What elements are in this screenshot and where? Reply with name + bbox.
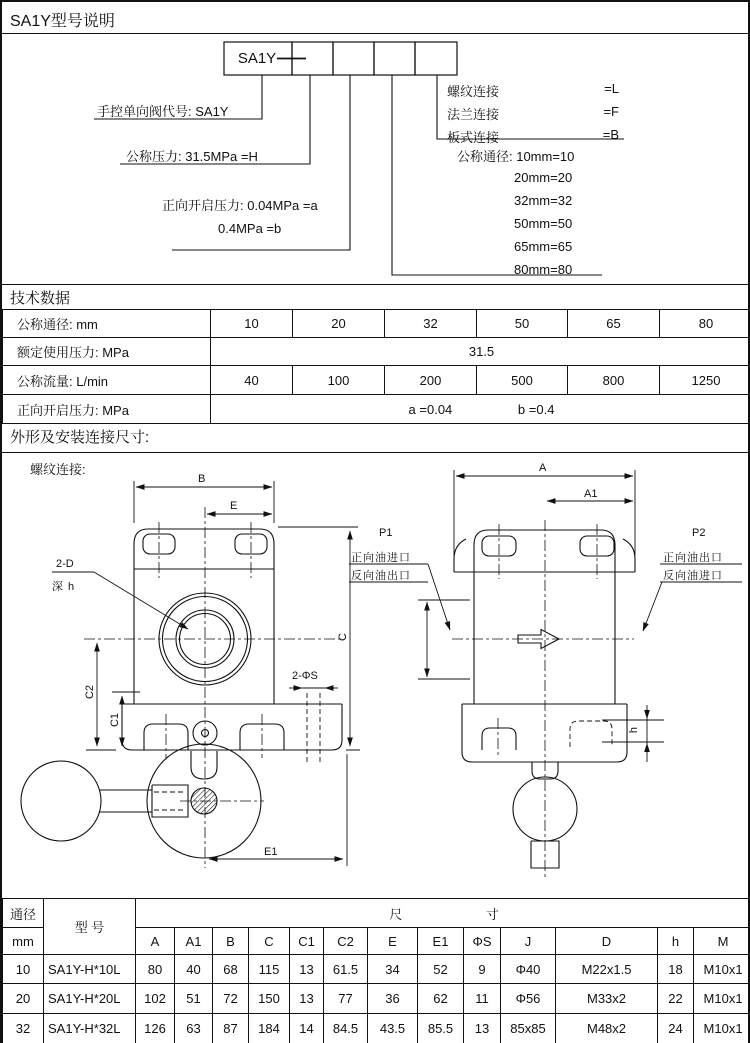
- section-divider: [2, 284, 750, 285]
- connection-option: [447, 104, 619, 127]
- table-cell: [211, 395, 750, 424]
- table-cell: 正向开启压力: MPa: [3, 395, 211, 424]
- table-cell: M10x1: [694, 1014, 750, 1043]
- page-title: SA1Y型号说明: [10, 13, 115, 30]
- table-cell: Φ40: [501, 955, 556, 984]
- table-cell: D: [556, 928, 658, 955]
- table-cell: 500: [477, 366, 568, 395]
- size-table: [2, 898, 750, 1043]
- table-cell: 100: [293, 366, 385, 395]
- dim-label-E: E: [230, 500, 238, 512]
- table-row: [3, 366, 750, 395]
- table-cell: 80: [136, 955, 175, 984]
- table-cell: C1: [290, 928, 324, 955]
- port-P1-line2: 反向油出口: [351, 570, 411, 582]
- table-cell: 115: [249, 955, 290, 984]
- table-cell: 32: [3, 1014, 44, 1043]
- dim-label-h: h: [628, 726, 641, 734]
- table-cell: 20: [3, 984, 44, 1014]
- port-label-P2: P2: [692, 527, 706, 539]
- table-row: [3, 310, 750, 338]
- table-cell: 51: [175, 984, 213, 1014]
- table-cell: 800: [568, 366, 660, 395]
- table-cell: 24: [658, 1014, 694, 1043]
- table-cell: J: [501, 928, 556, 955]
- table-cell: 40: [175, 955, 213, 984]
- table-cell: 13: [290, 955, 324, 984]
- table-cell: C: [249, 928, 290, 955]
- connection-value: =F: [603, 104, 619, 119]
- table-cell: 20: [293, 310, 385, 338]
- table-cell: 84.5: [324, 1014, 368, 1043]
- hole-callout: 2-D: [56, 558, 74, 570]
- table-cell: B: [213, 928, 249, 955]
- table-cell: A: [136, 928, 175, 955]
- port-P1-line1: 正向油进口: [351, 552, 411, 564]
- port-P2-line2: 反向油进口: [663, 570, 723, 582]
- table-cell: M48x2: [556, 1014, 658, 1043]
- table-cell: 31.5: [211, 338, 750, 366]
- table-cell: 184: [249, 1014, 290, 1043]
- table-cell: ΦS: [464, 928, 501, 955]
- table-cell: 72: [213, 984, 249, 1014]
- table-cell: 126: [136, 1014, 175, 1043]
- table-row: [3, 1014, 750, 1043]
- table-cell: 36: [368, 984, 418, 1014]
- table-cell: M33x2: [556, 984, 658, 1014]
- table-cell: 10: [211, 310, 293, 338]
- table-cell: 150: [249, 984, 290, 1014]
- side-view-dimensions: [349, 470, 742, 762]
- dim-label-C1: C1: [109, 712, 122, 728]
- side-view-drawing: [454, 530, 635, 868]
- table-cell: 68: [213, 955, 249, 984]
- table-cell: 40: [211, 366, 293, 395]
- connection-value: =L: [604, 81, 619, 96]
- tech-section-title: 技术数据: [10, 290, 71, 307]
- table-cell: 50: [477, 310, 568, 338]
- opening-pressure-b: b =0.4: [517, 401, 555, 417]
- connection-options: [447, 81, 619, 150]
- connection-label: 板式连接: [447, 130, 500, 145]
- model-code-text: SA1Y: [237, 50, 277, 67]
- table-cell: mm: [3, 928, 44, 955]
- table-cell: 32: [385, 310, 477, 338]
- table-cell: E1: [418, 928, 464, 955]
- table-cell: 13: [464, 1014, 501, 1043]
- table-cell: 34: [368, 955, 418, 984]
- bore-option: 32mm=32: [514, 193, 573, 208]
- table-cell: C2: [324, 928, 368, 955]
- table-cell: 85.5: [418, 1014, 464, 1043]
- table-cell: 1250: [660, 366, 750, 395]
- table-cell: 85x85: [501, 1014, 556, 1043]
- dim-label-A: A: [539, 462, 547, 474]
- table-cell: 65: [568, 310, 660, 338]
- table-row: [3, 984, 750, 1014]
- table-cell: M: [694, 928, 750, 955]
- table-cell: 43.5: [368, 1014, 418, 1043]
- table-cell: A1: [175, 928, 213, 955]
- table-cell: 10: [3, 955, 44, 984]
- front-view-centerlines: [84, 507, 342, 868]
- outline-section-title: 外形及安装连接尺寸:: [10, 429, 150, 446]
- table-cell: E: [368, 928, 418, 955]
- connection-value: =B: [602, 127, 619, 142]
- table-cell: 22: [658, 984, 694, 1014]
- dim-label-C2: C2: [84, 684, 97, 700]
- table-cell: 200: [385, 366, 477, 395]
- table-cell: 型 号: [44, 899, 136, 955]
- table-cell: 77: [324, 984, 368, 1014]
- table-cell: 14: [290, 1014, 324, 1043]
- port-P2-line1: 正向油出口: [663, 552, 723, 564]
- note-open-b: 0.4MPa =b: [218, 221, 282, 236]
- table-cell: M10x1: [694, 984, 750, 1014]
- dim-label-C: C: [336, 633, 349, 641]
- tech-data-table: [2, 309, 750, 424]
- bore-option: 50mm=50: [514, 216, 573, 231]
- table-cell: 13: [290, 984, 324, 1014]
- table-cell: M10x1: [694, 955, 750, 984]
- table-cell: M22x1.5: [556, 955, 658, 984]
- bore-option: 80mm=80: [514, 262, 573, 277]
- table-cell: 87: [213, 1014, 249, 1043]
- table-cell: 公称通径: mm: [3, 310, 211, 338]
- note-pressure: 公称压力: 31.5MPa =H: [126, 149, 258, 164]
- table-cell: h: [658, 928, 694, 955]
- connection-label: 法兰连接: [447, 107, 500, 122]
- dim-label-B: B: [198, 473, 206, 485]
- table-cell: SA1Y-H*32L: [44, 1014, 136, 1043]
- outline-subtitle: 螺纹连接:: [30, 462, 86, 477]
- handle-ball: [21, 761, 101, 841]
- bore-option-first: 公称通径: 10mm=10: [457, 149, 575, 164]
- holes-callout: 2-ΦS: [292, 670, 318, 682]
- table-cell: 尺 寸: [136, 899, 750, 928]
- table-cell: 公称流量: L/min: [3, 366, 211, 395]
- table-cell: 额定使用压力: MPa: [3, 338, 211, 366]
- front-view-hidden-lines: [154, 693, 320, 810]
- table-row: [3, 955, 750, 984]
- dim-label-E1: E1: [264, 846, 278, 858]
- table-cell: 通径: [3, 899, 44, 928]
- opening-pressure-a: a =0.04: [408, 401, 453, 417]
- table-cell: 62: [418, 984, 464, 1014]
- bore-option: 20mm=20: [514, 170, 573, 185]
- bore-option: 65mm=65: [514, 239, 573, 254]
- table-cell: SA1Y-H*10L: [44, 955, 136, 984]
- table-cell: 11: [464, 984, 501, 1014]
- port-label-P1: P1: [379, 527, 393, 539]
- side-view-hidden-lines: [570, 721, 612, 747]
- table-cell: 61.5: [324, 955, 368, 984]
- table-cell: 18: [658, 955, 694, 984]
- table-row: [3, 338, 750, 366]
- table-cell: 9: [464, 955, 501, 984]
- connection-option: [447, 81, 619, 104]
- table-cell: 52: [418, 955, 464, 984]
- technical-drawings: [2, 452, 750, 898]
- table-cell: SA1Y-H*20L: [44, 984, 136, 1014]
- table-cell: 80: [660, 310, 750, 338]
- table-row: [3, 395, 750, 424]
- side-view-centerlines: [452, 520, 634, 878]
- note-code: 手控单向阀代号: SA1Y: [97, 104, 229, 119]
- table-cell: 102: [136, 984, 175, 1014]
- connection-label: 螺纹连接: [447, 84, 500, 99]
- dim-label-A1: A1: [584, 488, 598, 500]
- handle-lever: [99, 785, 188, 817]
- hole-depth-callout: 深 h: [52, 581, 76, 593]
- model-code-diagram: [2, 34, 750, 286]
- table-cell: 63: [175, 1014, 213, 1043]
- table-cell: Φ56: [501, 984, 556, 1014]
- note-open-a: 正向开启压力: 0.04MPa =a: [162, 198, 318, 213]
- table-row: [3, 899, 750, 928]
